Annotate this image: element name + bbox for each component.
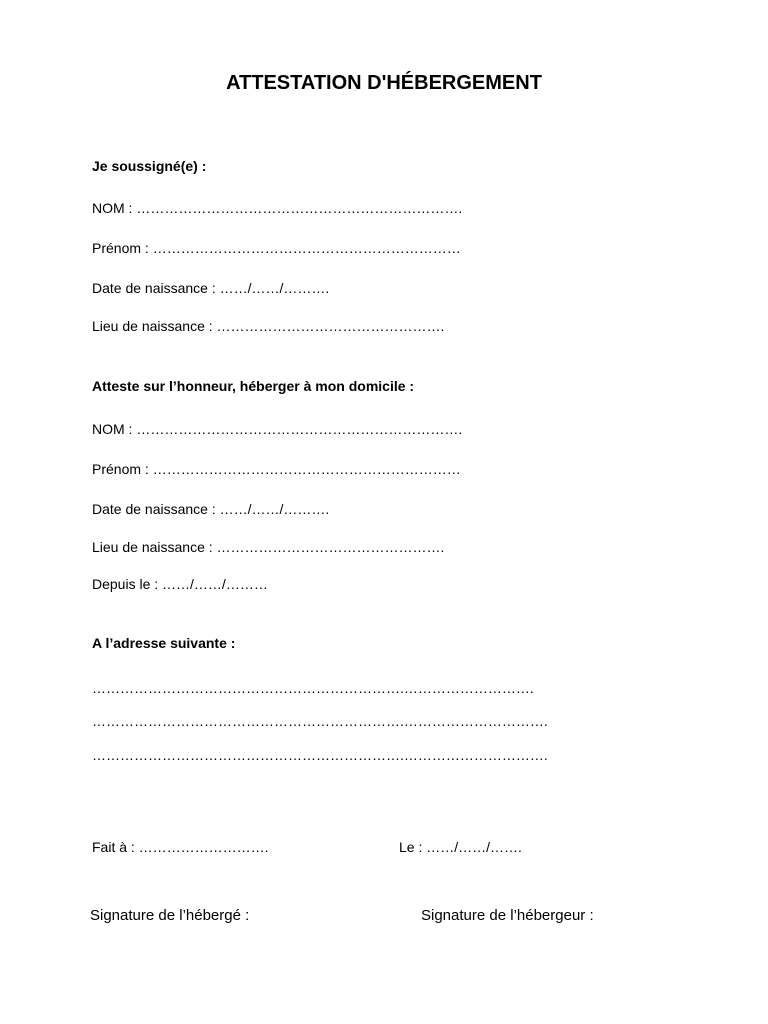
date-naissance-field-1: Date de naissance : ……/……/……….: [92, 280, 330, 296]
prenom-field-2: Prénom : …………………………………………………………: [92, 461, 461, 477]
address-line-2: ………………………………………………………….………………………….: [92, 713, 548, 729]
address-line-3: ………………………………………………………….………………………….: [92, 747, 548, 763]
lieu-naissance-field-2: Lieu de naissance : ………………………………………….: [92, 539, 445, 555]
document-title: ATTESTATION D'HÉBERGEMENT: [226, 72, 542, 94]
section1-heading: Je soussigné(e) :: [92, 158, 207, 174]
date-le-field: Le : ……/……/…….: [399, 839, 522, 855]
signature-heberge-label: Signature de l’hébergé :: [90, 907, 250, 924]
signature-hebergeur-label: Signature de l’hébergeur :: [421, 907, 594, 924]
address-heading: A l’adresse suivante :: [92, 635, 236, 651]
depuis-field: Depuis le : ……/……/………: [92, 576, 268, 592]
date-naissance-field-2: Date de naissance : ……/……/……….: [92, 501, 330, 517]
section2-heading: Atteste sur l’honneur, héberger à mon domicile :: [92, 378, 415, 394]
prenom-field-1: Prénom : …………………………………………………………: [92, 240, 461, 256]
lieu-naissance-field-1: Lieu de naissance : ………………………………………….: [92, 318, 445, 334]
nom-field-1: NOM : …………………………………………………………….: [92, 200, 463, 216]
fait-a-field: Fait à : ……………………….: [92, 839, 269, 855]
nom-field-2: NOM : …………………………………………………………….: [92, 421, 463, 437]
address-line-1: ………………………………………………………….……………………….: [92, 680, 534, 696]
